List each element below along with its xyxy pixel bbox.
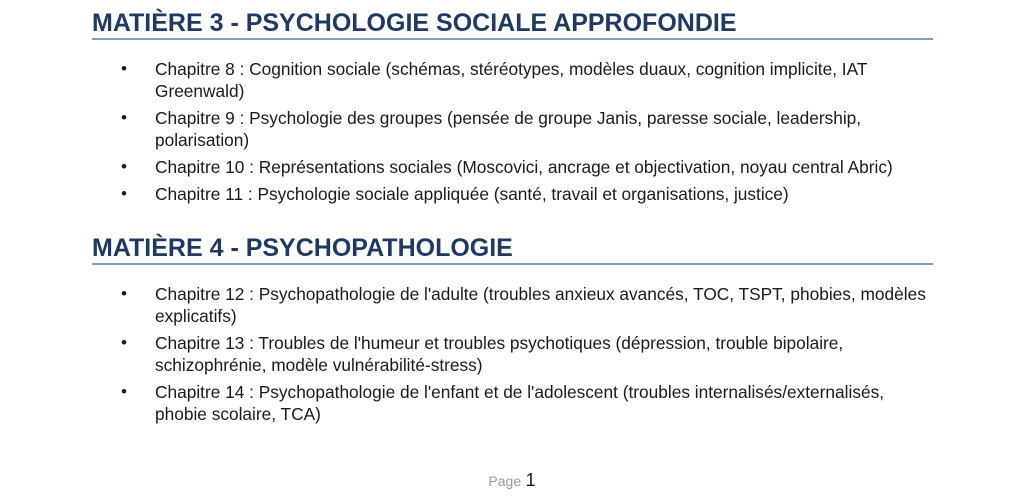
- list-item: [92, 381, 933, 425]
- list-item: [92, 283, 933, 327]
- section-title: MATIÈRE 3 - PSYCHOLOGIE SOCIALE APPROFONDIE: [92, 8, 933, 40]
- list-item: [92, 156, 933, 178]
- bullet-icon: •: [121, 382, 127, 401]
- bullet-icon: •: [121, 157, 127, 176]
- bullet-icon: •: [121, 284, 127, 303]
- bullet-icon: •: [121, 108, 127, 127]
- page-footer: [0, 470, 1024, 491]
- chapter-list: [92, 58, 933, 205]
- item-text: Chapitre 11 : Psychologie sociale appliquée (santé, travail et organisations, justice): [155, 184, 789, 204]
- list-item: [92, 107, 933, 151]
- bullet-icon: •: [121, 333, 127, 352]
- item-text: Chapitre 14 : Psychopathologie de l'enfant et de l'adolescent (troubles internalisés/externalisés, phobie scolaire, TCA): [155, 382, 885, 424]
- page-number: 1: [525, 470, 536, 490]
- list-item: [92, 58, 933, 102]
- bullet-icon: •: [121, 59, 127, 78]
- item-text: Chapitre 10 : Représentations sociales (Moscovici, ancrage et objectivation, noyau central Abric): [155, 157, 893, 177]
- item-text: Chapitre 9 : Psychologie des groupes (pensée de groupe Janis, paresse sociale, leadership, polarisation): [155, 108, 862, 150]
- chapter-list: [92, 283, 933, 425]
- list-item: [92, 332, 933, 376]
- list-item: [92, 183, 933, 205]
- page-label: Page: [488, 473, 522, 489]
- bullet-icon: •: [121, 184, 127, 203]
- document-page: [92, 0, 933, 430]
- item-text: Chapitre 12 : Psychopathologie de l'adulte (troubles anxieux avancés, TOC, TSPT, phobies, modèles explicatifs): [155, 284, 926, 326]
- section-title: MATIÈRE 4 - PSYCHOPATHOLOGIE: [92, 233, 933, 265]
- item-text: Chapitre 8 : Cognition sociale (schémas, stéréotypes, modèles duaux, cognition implicite, IAT Greenwald): [155, 59, 868, 101]
- item-text: Chapitre 13 : Troubles de l'humeur et troubles psychotiques (dépression, trouble bipolaire, schizophrénie, modèle vulnérabilité-stress): [155, 333, 844, 375]
